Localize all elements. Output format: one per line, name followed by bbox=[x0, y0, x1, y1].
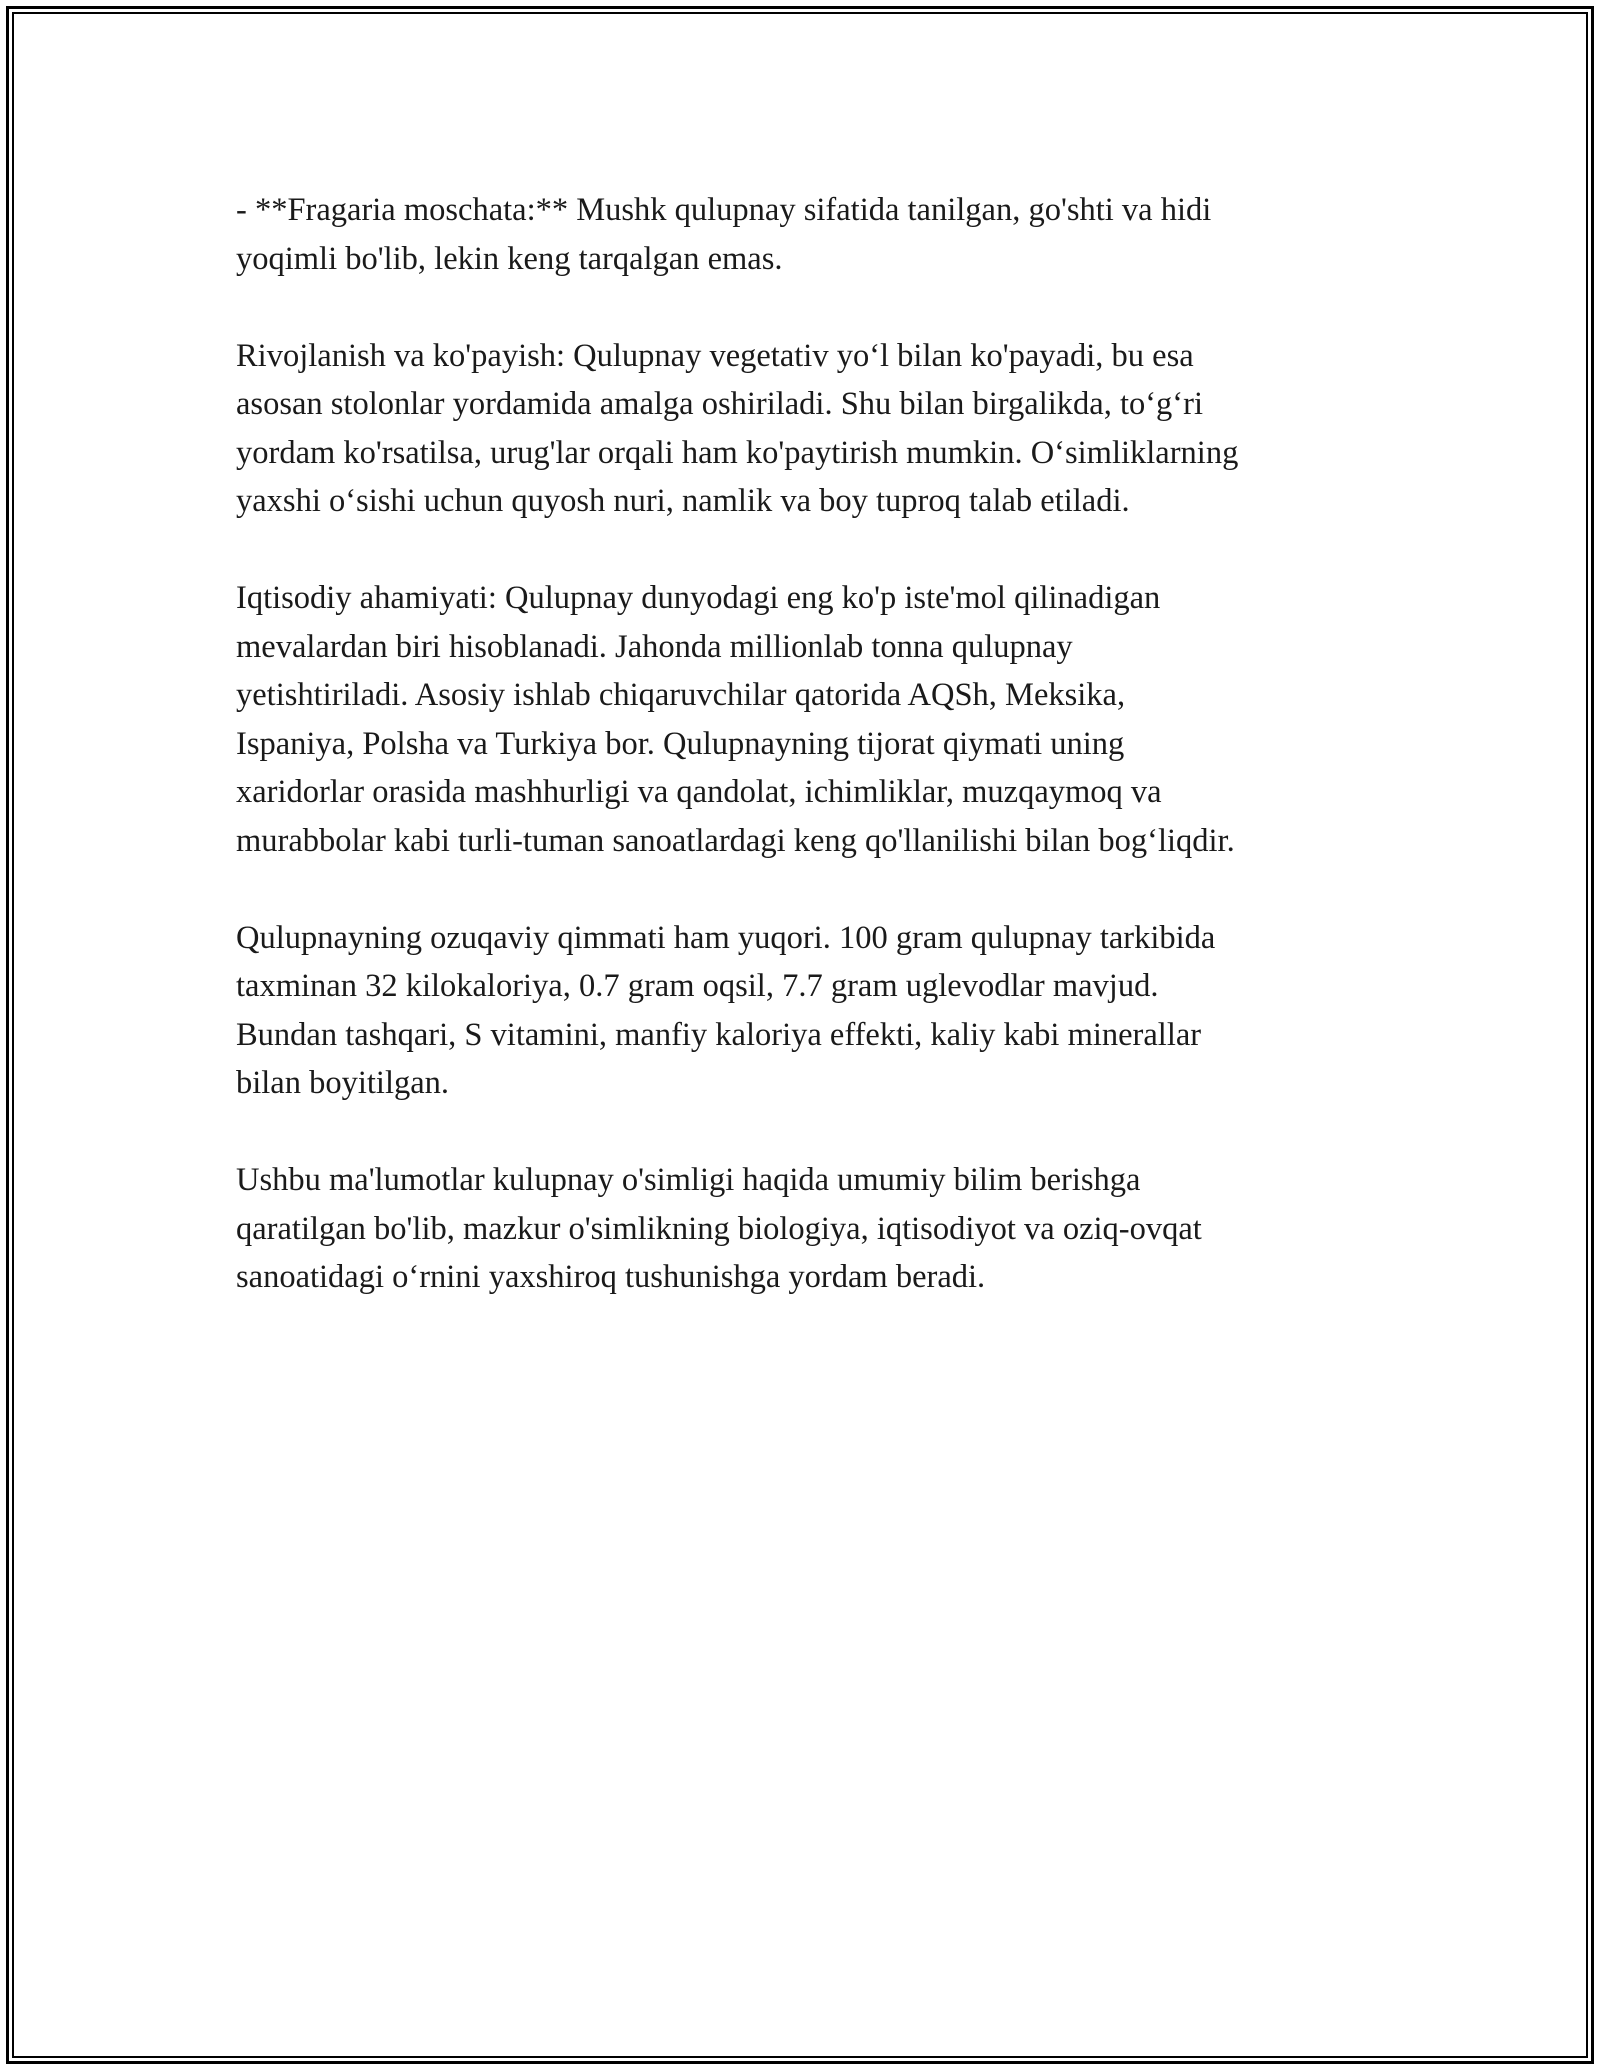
document-body bbox=[236, 186, 1376, 1350]
paragraph-conclusion: Ushbu ma'lumotlar kulupnay o'simligi haqida umumiy bilim berishga qaratilgan bo'lib, mazkur o'simlikning biologiya, iqtisodiyot va oziq-ovqat sanoatidagi o‘rnini yaxshiroq tushunishga yordam beradi. bbox=[236, 1162, 1202, 1295]
paragraph-nutritional-value: Qulupnayning ozuqaviy qimmati ham yuqori. 100 gram qulupnay tarkibida taxminan 32 kilokaloriya, 0.7 gram oqsil, 7.7 gram uglevodlar mavjud. Bundan tashqari, S vitamini, manfiy kaloriya effekti, kaliy kabi minerallar bilan boyitilgan. bbox=[236, 919, 1216, 1101]
paragraph-growth-reproduction: Rivojlanish va ko'payish: Qulupnay vegetativ yo‘l bilan ko'payadi, bu esa asosan stolonlar yordamida amalga oshiriladi. Shu bilan birgalikda, to‘g‘ri yordam ko'rsatilsa, urug'lar orqali ham ko'paytirish mumkin. O‘simliklarning yaxshi o‘sishi uchun quyosh nuri, namlik va boy tuproq talab etiladi. bbox=[236, 337, 1239, 519]
paragraph-fragaria-moschata: - **Fragaria moschata:** Mushk qulupnay sifatida tanilgan, go'shti va hidi yoqimli bo'lib, lekin keng tarqalgan emas. bbox=[236, 192, 1212, 277]
paragraph-economic-importance: Iqtisodiy ahamiyati: Qulupnay dunyodagi eng ko'p iste'mol qilinadigan mevalardan biri hisoblanadi. Jahonda millionlab tonna qulupnay yetishtiriladi. Asosiy ishlab chiqaruvchilar qatorida AQSh, Meksika, Ispaniya, Polsha va Turkiya bor. Qulupnayning tijorat qiymati uning xaridorlar orasida mashhurligi va qandolat, ichimliklar, muzqaymoq va murabbolar kabi turli-tuman sanoatlardagi keng qo'llanilishi bilan bog‘liqdir. bbox=[236, 580, 1235, 859]
